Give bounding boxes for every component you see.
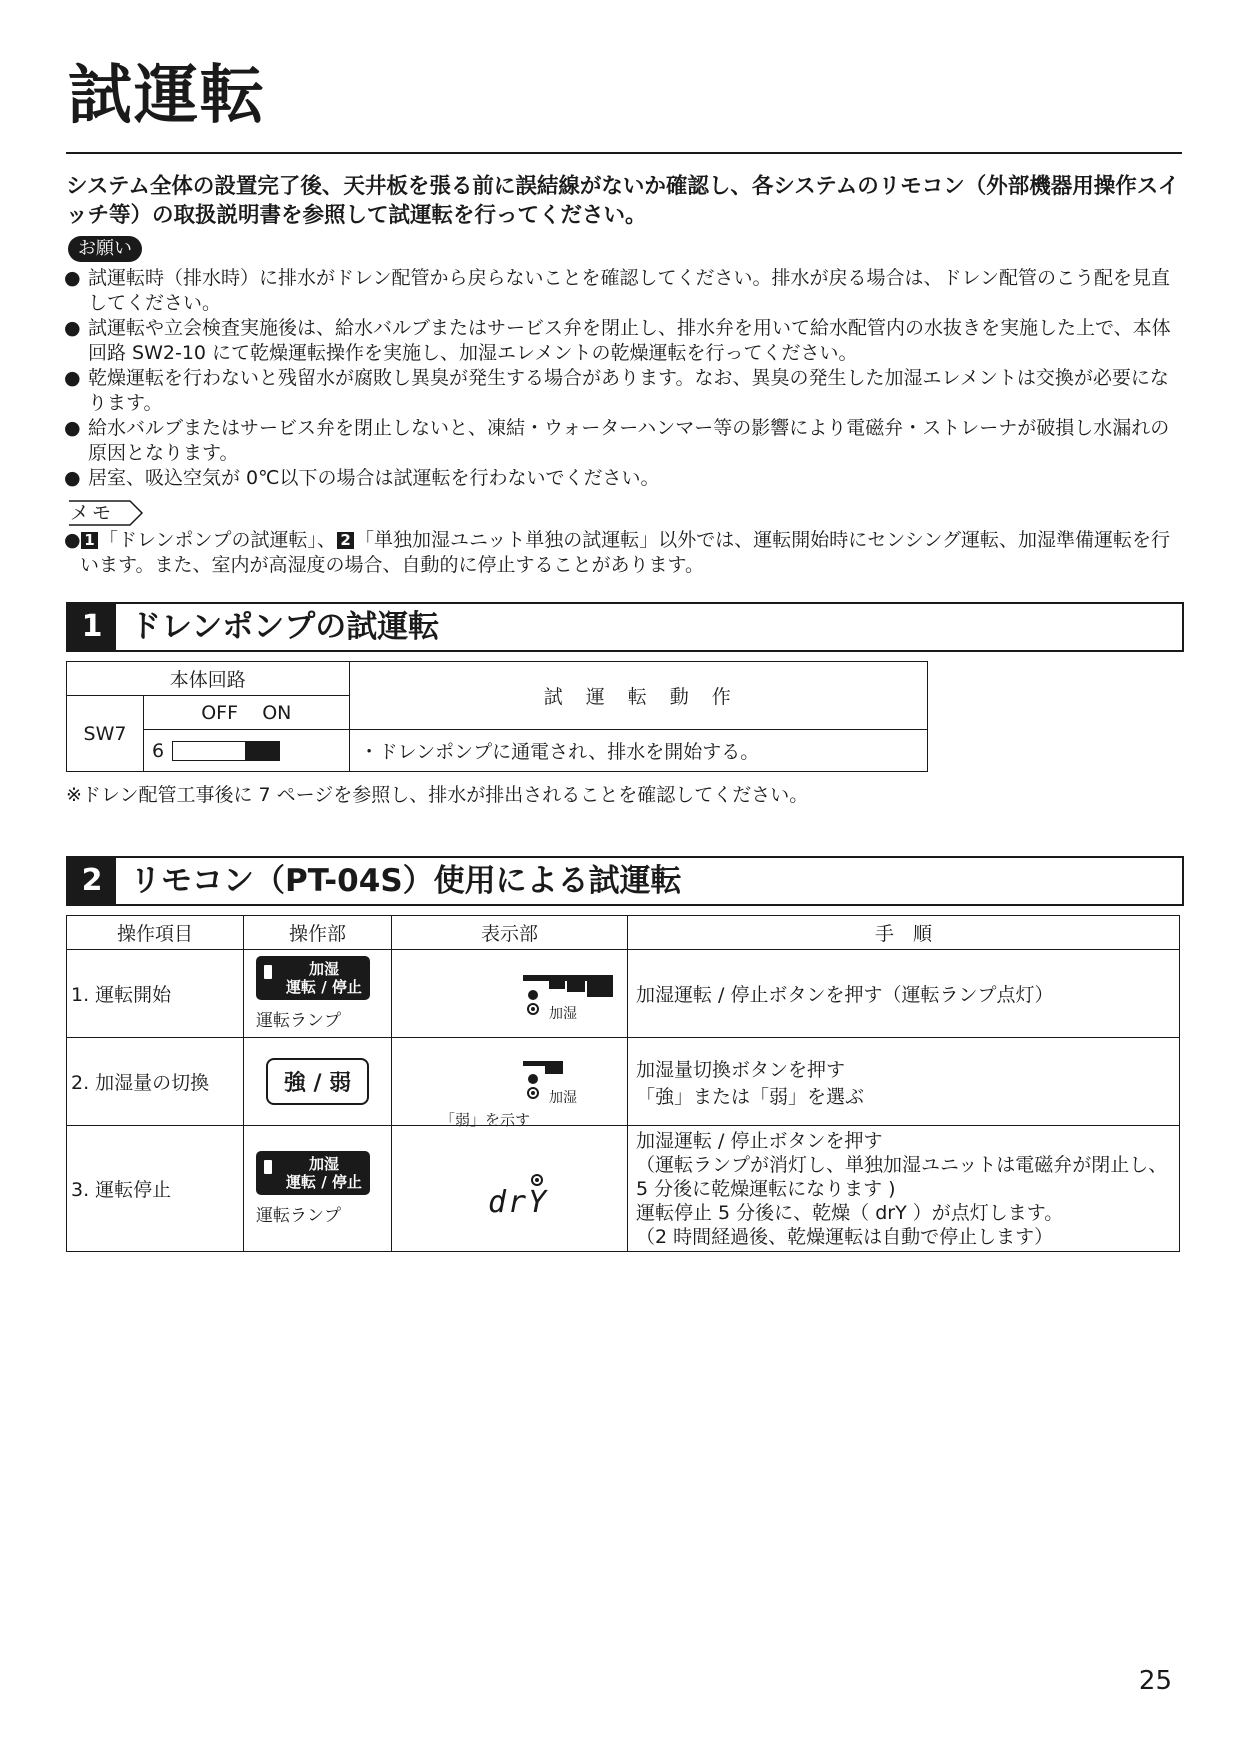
title-rule xyxy=(66,152,1182,154)
drain-pump-table xyxy=(66,661,928,772)
off-on-labels: OFF ON xyxy=(144,696,350,730)
table-row xyxy=(67,1038,1180,1126)
list-item: ● 試運転時（排水時）に排水がドレン配管から戻らないことを確認してください。排水が戻る場合は、ドレン配管のこう配を見直してください。 xyxy=(64,267,1171,314)
run-lamp-icon xyxy=(264,965,272,979)
operation-cell xyxy=(244,950,392,1038)
request-list xyxy=(62,266,1184,491)
display-label: 加湿 xyxy=(549,1089,577,1106)
display-cell xyxy=(392,950,628,1038)
bullet-icon: ● xyxy=(64,529,81,551)
table-header: 表示部 xyxy=(392,916,628,950)
display-cell xyxy=(392,1038,628,1129)
humidify-run-stop-button: 加湿 運転 / 停止 xyxy=(256,1151,370,1195)
dip-switch-icon xyxy=(172,741,280,761)
table-cell: 3. 運転停止 xyxy=(67,1126,244,1252)
table-row xyxy=(67,950,1180,1038)
lamp-label: 運転ランプ xyxy=(256,1206,341,1226)
section-number-badge: 2 xyxy=(337,532,354,549)
list-item: ● 1 「ドレンポンプの試運転」、 2 「単独加湿ユニット単独の試運転」以外では、運転開始時にセンシング運転、加湿準備運転を行います。また、室内が高湿度の場合、自動的に停止することがあります。 xyxy=(64,529,1170,576)
section-number-badge: 1 xyxy=(81,532,98,549)
sw-label: SW7 xyxy=(67,696,144,772)
display-label: 加湿 xyxy=(549,1005,577,1022)
operation-cell xyxy=(244,1126,392,1252)
table-cell: ・ドレンポンプに通電され、排水を開始する。 xyxy=(349,730,927,772)
request-badge: お願い xyxy=(68,236,142,262)
section-2-heading xyxy=(66,856,1184,906)
drain-note: ※ドレン配管工事後に 7 ページを参照し、排水が排出されることを確認してください。 xyxy=(66,784,809,806)
table-row xyxy=(67,1126,1180,1252)
remote-test-table xyxy=(66,915,1180,1252)
bullet-icon: ● xyxy=(64,317,81,339)
dry-display: drY xyxy=(488,1184,549,1220)
memo-label: メモ xyxy=(68,500,144,526)
page-number: 25 xyxy=(1138,1666,1172,1696)
table-header: 本体回路 xyxy=(67,662,350,696)
table-header: 操作部 xyxy=(244,916,392,950)
bullet-icon: ● xyxy=(64,467,81,489)
operation-cell xyxy=(244,1038,392,1126)
strong-weak-button: 強 / 弱 xyxy=(266,1058,369,1105)
humidify-run-stop-button: 加湿 運転 / 停止 xyxy=(256,956,370,1000)
display-cell xyxy=(392,1126,628,1252)
page-title: 試運転 xyxy=(68,59,266,133)
run-lamp-icon xyxy=(264,1160,272,1174)
bullet-icon: ● xyxy=(64,367,81,389)
table-header: 手 順 xyxy=(628,916,1180,950)
memo-list xyxy=(62,528,1184,578)
table-header: 操作項目 xyxy=(67,916,244,950)
intro-text: システム全体の設置完了後、天井板を張る前に誤結線がないか確認し、各システムのリモコン（外部機器用操作スイッチ等）の取扱説明書を参照して試運転を行ってください。 xyxy=(66,174,1180,228)
bullet-icon: ● xyxy=(64,267,81,289)
list-item: ● 試運転や立会検査実施後は、給水バルブまたはサービス弁を閉止し、排水弁を用いて給水配管内の水抜きを実施した上で、本体回路 SW2-10 にて乾燥運転操作を実施し、加湿エレメントの乾燥運転を行ってください。 xyxy=(64,317,1171,364)
list-item: ● 乾燥運転を行わないと残留水が腐敗し異臭が発生する場合があります。なお、異臭の発生した加湿エレメントは交換が必要になります。 xyxy=(64,367,1169,414)
table-header: 試 運 転 動 作 xyxy=(349,662,927,730)
display-caption: 「弱」を示す xyxy=(440,1110,531,1129)
section-number: 2 xyxy=(68,858,116,904)
section-title: リモコン（PT-04S）使用による試運転 xyxy=(130,863,682,899)
section-number: 1 xyxy=(68,604,116,650)
list-item: ● 給水バルブまたはサービス弁を閉止しないと、凍結・ウォーターハンマー等の影響により電磁弁・ストレーナが破損し水漏れの原因となります。 xyxy=(64,417,1170,464)
table-cell: 1. 運転開始 xyxy=(67,950,244,1038)
steps-cell: 加湿運転 / 停止ボタンを押す（運転ランプ点灯） xyxy=(628,950,1180,1038)
steps-cell: 加湿運転 / 停止ボタンを押す （運転ランプが消灯し、単独加湿ユニットは電磁弁が閉止し、5 分後に乾燥運転になります ) 運転停止 5 分後に、乾燥（ drY ）が点灯します。 （2 時間経過後、乾燥運転は自動で停止します） xyxy=(628,1126,1180,1252)
table-cell: 2. 加湿量の切換 xyxy=(67,1038,244,1126)
section-title: ドレンポンプの試運転 xyxy=(130,609,440,645)
bullet-icon: ● xyxy=(64,417,81,439)
list-item: ● 居室、吸込空気が 0℃以下の場合は試運転を行わないでください。 xyxy=(64,467,660,489)
section-1-heading xyxy=(66,602,1184,652)
dip-switch-cell: 6 xyxy=(144,730,350,772)
steps-cell: 加湿量切換ボタンを押す 「強」または「弱」を選ぶ xyxy=(628,1038,1180,1126)
lamp-label: 運転ランプ xyxy=(256,1011,341,1031)
